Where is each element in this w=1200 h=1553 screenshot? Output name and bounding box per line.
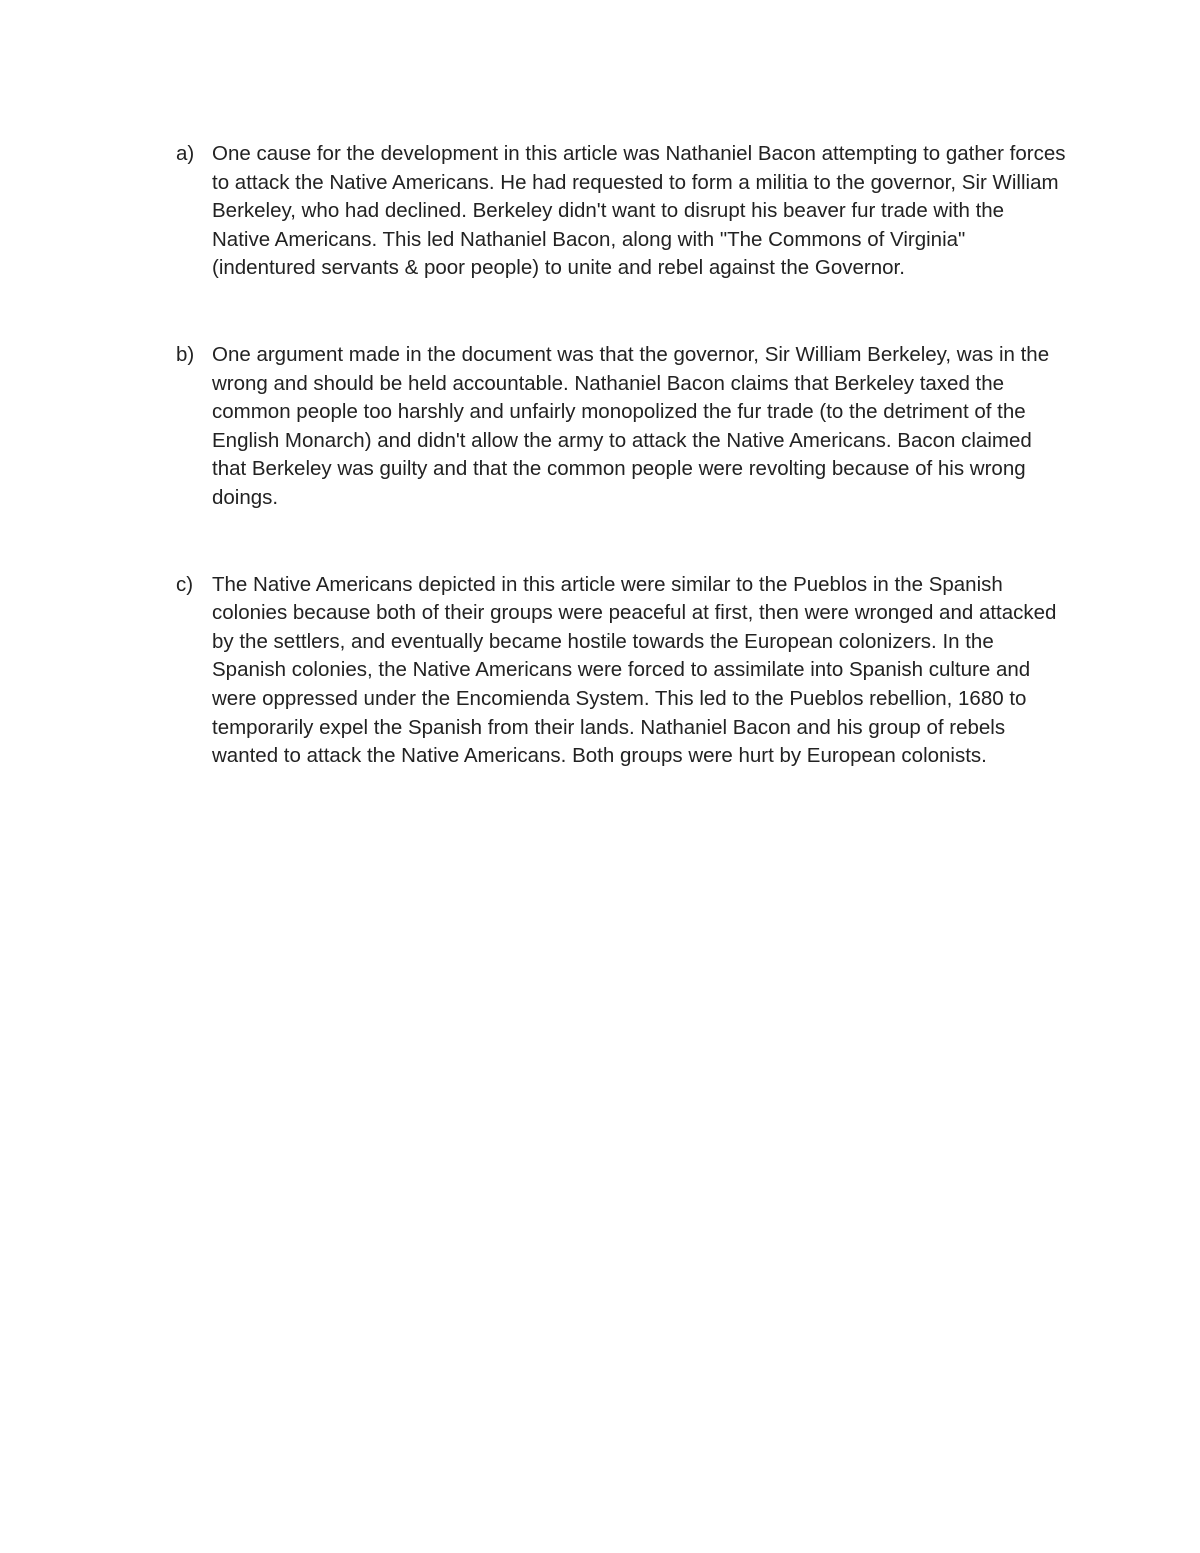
answer-item-b — [176, 341, 1066, 513]
answer-text-a: One cause for the development in this article was Nathaniel Bacon attempting to gather forces to attack the Native Americans. He had requested to form a militia to the governor, Sir William Berkeley, who had declined. Berkeley didn't want to disrupt his beaver fur trade with the Native Americans. This led Nathaniel Bacon, along with "The Commons of Virginia" (indentured servants & poor people) to unite and rebel against the Governor. — [212, 142, 1066, 280]
answer-item-a — [176, 140, 1066, 283]
answer-text-c: The Native Americans depicted in this article were similar to the Pueblos in the Spanish colonies because both of their groups were peaceful at first, then were wronged and attacked by the settlers, and eventually became hostile towards the European colonizers. In the Spanish colonies, the Native Americans were forced to assimilate into Spanish culture and were oppressed under the Encomienda System. This led to the Pueblos rebellion, 1680 to temporarily expel the Spanish from their lands. Nathaniel Bacon and his group of rebels wanted to attack the Native Americans. Both groups were hurt by European colonists. — [212, 572, 1057, 768]
answer-marker-c: c) — [176, 572, 194, 596]
answer-marker-b: b) — [176, 342, 195, 366]
answer-item-c — [176, 571, 1066, 771]
answer-list — [176, 140, 1066, 829]
answer-text-b: One argument made in the document was that the governor, Sir William Berkeley, was in the wrong and should be held accountable. Nathaniel Bacon claims that Berkeley taxed the common people too harshly and unfairly monopolized the fur trade (to the detriment of the English Monarch) and didn't allow the army to attack the Native Americans. Bacon claimed that Berkeley was guilty and that the common people were revolting because of his wrong doings. — [212, 342, 1050, 509]
answer-marker-a: a) — [176, 142, 195, 165]
